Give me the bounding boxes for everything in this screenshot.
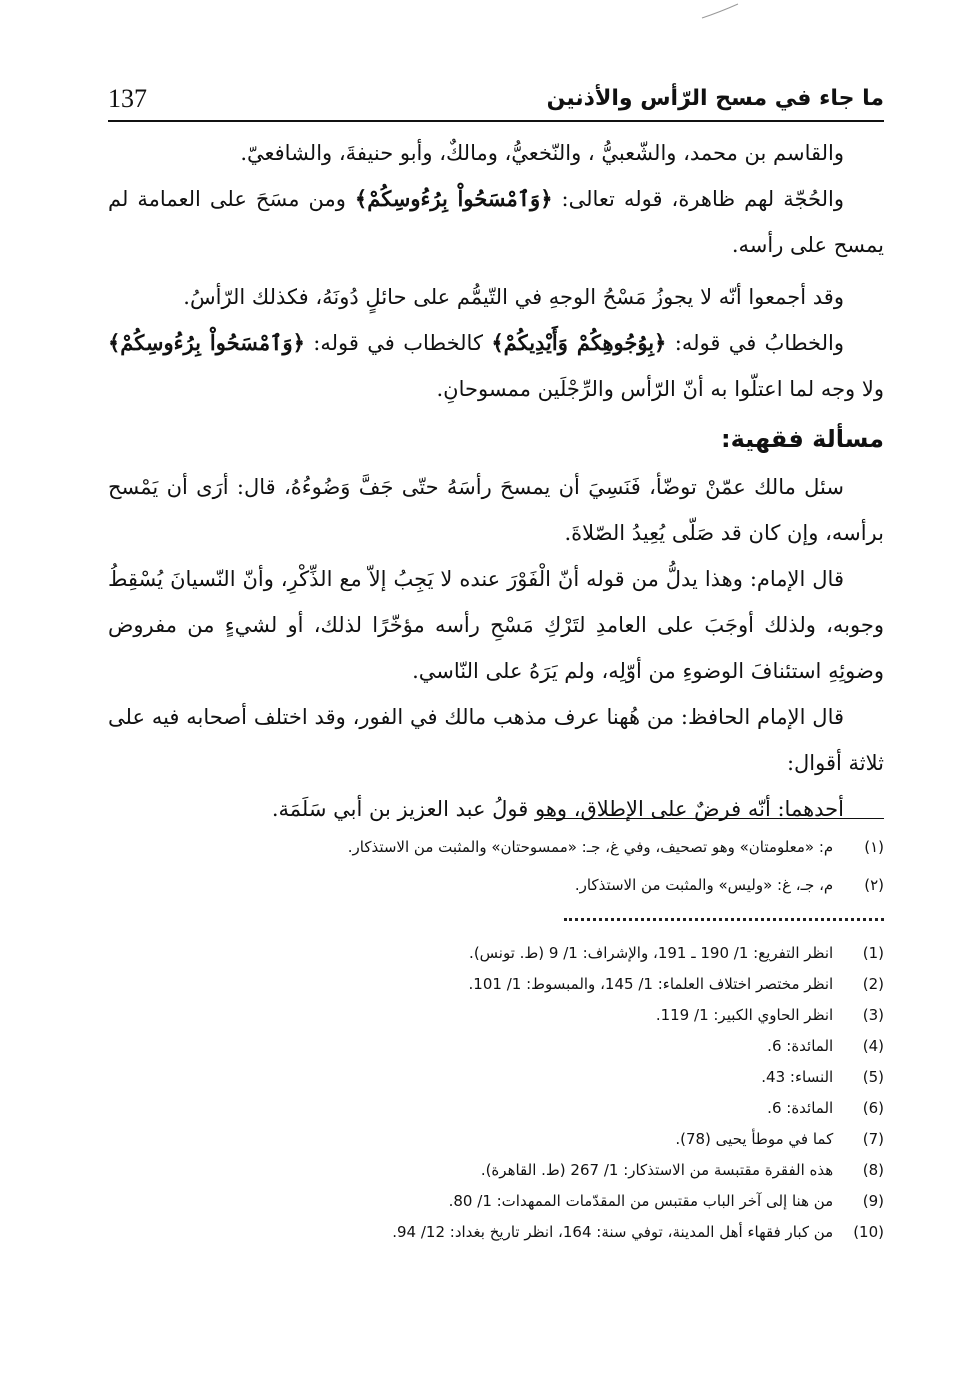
- footnote: [84, 1155, 884, 1186]
- page-number: 137: [108, 84, 147, 113]
- footnote: [84, 1186, 884, 1217]
- paragraph: [108, 176, 884, 268]
- note-number: (10): [853, 1223, 884, 1241]
- note-text: من هنا إلى آخر الباب مقتبس من المقدّمات الممهدات: 1/ 80.: [448, 1192, 834, 1210]
- paragraph-text: وقد أجمعوا أنّه لا يجوزُ مَسْحُ الوجهِ في التّيمُّم على حائلٍ دُونَهُ، فكذلك الرّأسُ.: [183, 285, 844, 309]
- quran-quote: ﴿وَٱمْسَحُواْ بِرُءُوسِكُمْ﴾: [354, 186, 553, 211]
- paragraph-text: أحدهما: أنّه فرضٌ على الإطلاق، وهو قولُ عبد العزيز بن أبي سَلَمَة.: [271, 797, 844, 821]
- footnote: [84, 1000, 884, 1031]
- paragraph-text: قال الإمام: وهذا يدلُّ من قوله أنّ الْفَوْرَ عنده لا يَجِبُ إلاّ مع الذِّكْرِ، وأنّ النّسيانَ يُسْقِطُ وجوبه، ولذلك أوجَبَ على العامدِ لتَرْكِ مَسْحِ رأسه مؤخّرًا لذلك، أو لشيءٍ من مفروض وضوئِهِ استئنافَ الوضوءِ من أوّلِه، ولم يَرَهُ على النّاسي.: [108, 567, 884, 683]
- note-number: (6): [862, 1099, 884, 1117]
- note-number: (3): [862, 1006, 884, 1024]
- note-text: كما في موطأ يحيى (78).: [675, 1130, 834, 1148]
- note-text: من كبار فقهاء أهل المدينة، توفي سنة: 164، انظر تاريخ بغداد: 12/ 94.: [392, 1223, 834, 1241]
- note-number: (9): [862, 1192, 884, 1210]
- note-text: هذه الفقرة مقتبسة من الاستذكار: 1/ 267 (ط. القاهرة).: [480, 1161, 834, 1179]
- note-text: انظر التفريع: 1/ 190 ـ 191، والإشراف: 1/ 9 (ط. تونس).: [469, 944, 834, 962]
- page-header: [108, 82, 884, 122]
- note-text: م: «معلومتان» وهو تصحيف، وفي غ، جـ: «ممسوحتان» والمثبت من الاستذكار.: [347, 838, 834, 856]
- note-text: المائدة: 6.: [767, 1099, 834, 1117]
- paragraph-text: سئل مالك عمّنْ توضّأ، فَنَسِيَ أن يمسحَ رأسَهُ حتّى جَفَّ وَضُوءُهُ، قال: أرَى أن يَمْسح برأسه، وإن كان قد صَلّى يُعِيدُ الصّلاةَ.: [108, 475, 884, 545]
- note-text: انظر الحاوي الكبير: 1/ 119.: [655, 1006, 834, 1024]
- note-text: م، جـ، غ: «وليس» والمثبت من الاستذكار.: [574, 876, 834, 894]
- note-text: المائدة: 6.: [767, 1037, 834, 1055]
- note-number: (5): [862, 1068, 884, 1086]
- paragraph-text: والحُجّة لهم ظاهرة، قوله تعالى:: [552, 187, 844, 211]
- paragraph-text: والقاسم بن محمد، والشّعبيُّ ، والنّخعيُّ، ومالكٌ، وأبو حنيفةَ، والشافعيّ.: [240, 141, 844, 165]
- note-text: النساء: 43.: [761, 1068, 834, 1086]
- footnote: [84, 1093, 884, 1124]
- header-rule: [108, 120, 884, 122]
- paragraph: [108, 464, 884, 556]
- footnote-rule: [544, 818, 884, 819]
- note-number: (1): [862, 944, 884, 962]
- note-number: (7): [862, 1130, 884, 1148]
- paragraph-text: ولا وجه لما اعتلّوا به أنّ الرّأس والرِّجْلَين ممسوحانِ.: [436, 377, 884, 401]
- footnote: [84, 969, 884, 1000]
- variant-note: [84, 828, 884, 866]
- footnote: [84, 938, 884, 969]
- main-text: [108, 130, 884, 832]
- note-number: (٢): [864, 876, 884, 894]
- note-text: انظر مختصر اختلاف العلماء: 1/ 145، والمبسوط: 1/ 101.: [468, 975, 834, 993]
- footnote: [84, 1031, 884, 1062]
- paragraph: [108, 274, 884, 320]
- note-number: (8): [862, 1161, 884, 1179]
- footnote: [84, 1062, 884, 1093]
- quran-quote: ﴿بِوُجُوهِكُمْ وَأَيْدِيكُمْ﴾: [491, 330, 667, 355]
- paragraph-text: والخطابُ في قوله:: [666, 331, 844, 355]
- footnotes: [84, 938, 884, 1248]
- paragraph: [108, 320, 884, 412]
- paragraph-text: قال الإمام الحافظ: من هُهنا عرف مذهب مالك في الفور، وقد اختلف أصحابه فيه على ثلاثة أقوال:: [108, 705, 884, 775]
- paragraph: [108, 786, 884, 832]
- paragraph: [108, 556, 884, 694]
- note-number: (١): [864, 838, 884, 856]
- running-title: ما جاء في مسح الرّأس والأذنين: [546, 86, 884, 111]
- paragraph: [108, 694, 884, 786]
- paragraph-text: ومن مسَحَ على العمامة لم يمسح على رأسه.: [108, 187, 884, 257]
- section-heading: مسألة فقهية:: [721, 425, 884, 453]
- scan-mark: [700, 2, 740, 22]
- paragraph: [108, 130, 884, 176]
- dotted-separator: [564, 918, 884, 921]
- quran-quote: ﴿وَٱمْسَحُواْ بِرُءُوسِكُمْ﴾: [108, 330, 305, 355]
- variant-notes: [84, 828, 884, 904]
- paragraph-text: كالخطاب في قوله:: [304, 331, 492, 355]
- note-number: (4): [862, 1037, 884, 1055]
- footnote: [84, 1217, 884, 1248]
- variant-note: [84, 866, 884, 904]
- note-number: (2): [862, 975, 884, 993]
- footnote: [84, 1124, 884, 1155]
